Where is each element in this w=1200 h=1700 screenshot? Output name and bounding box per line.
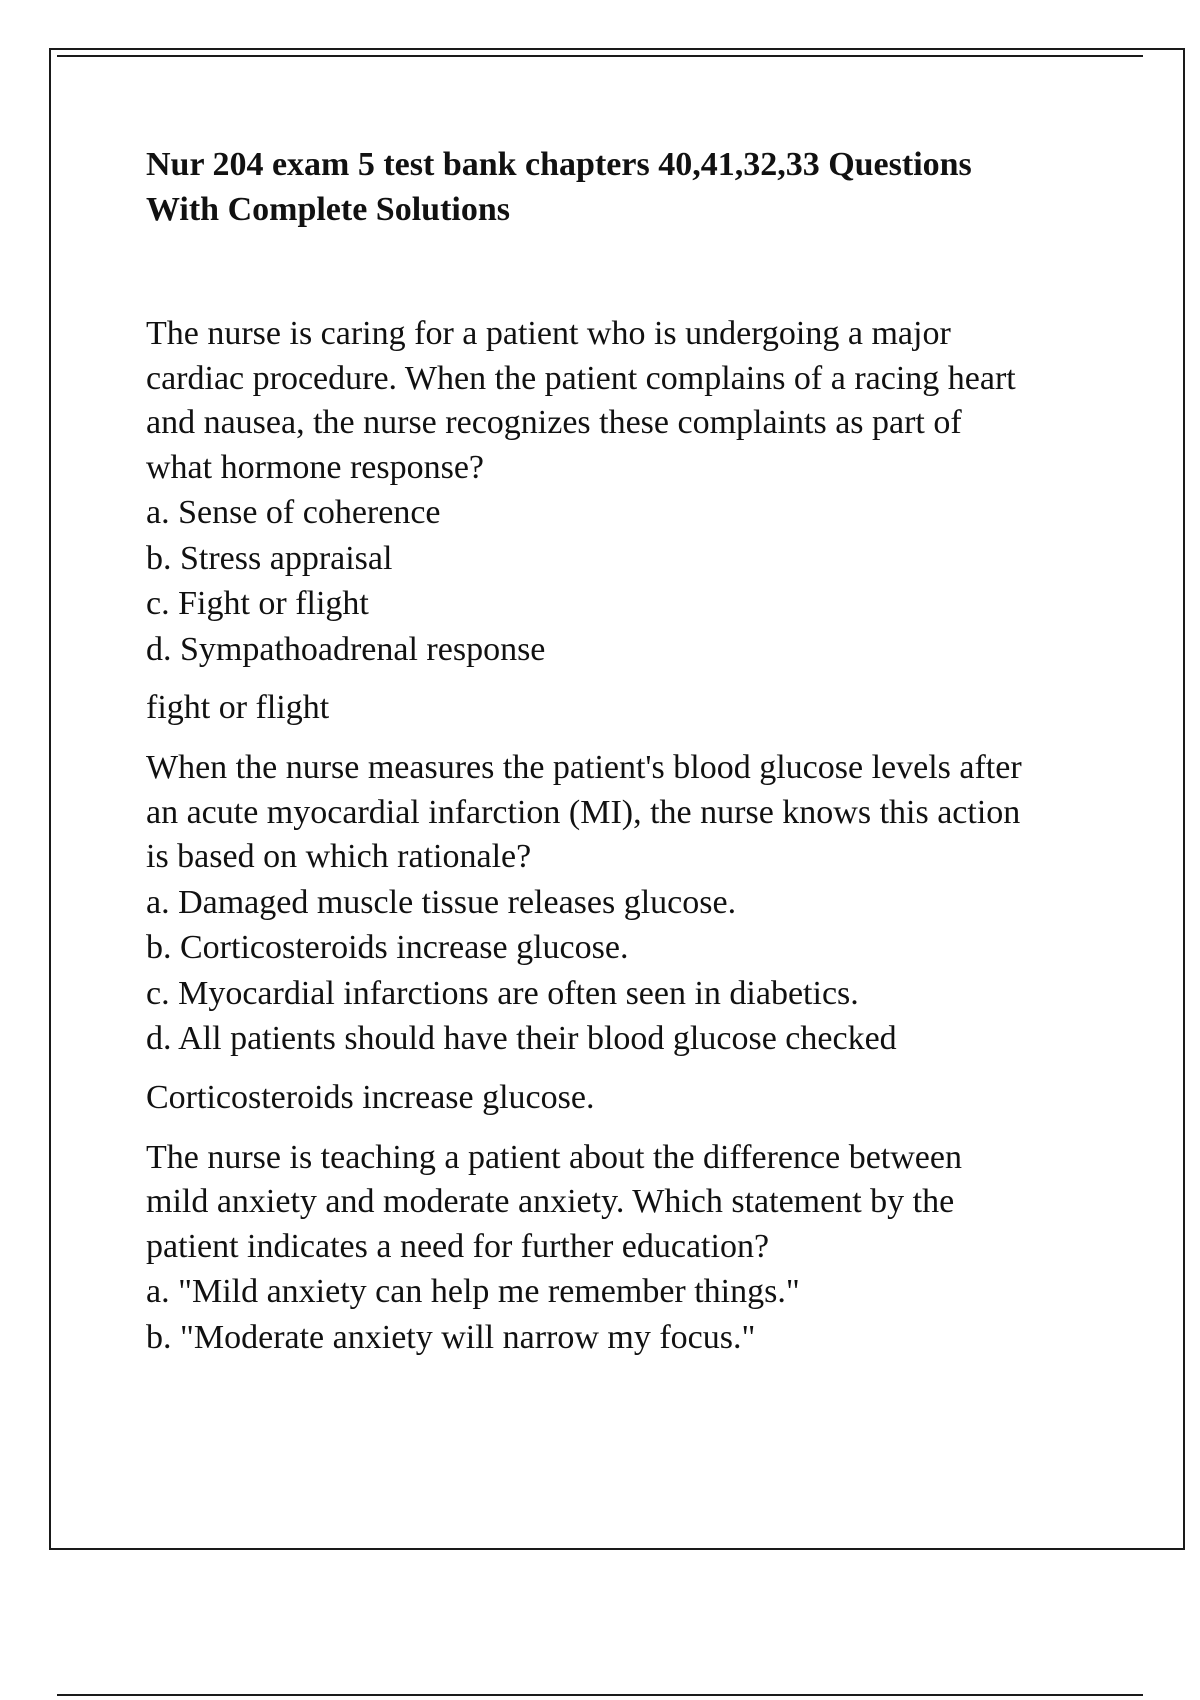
answer-text: fight or flight	[146, 689, 330, 726]
question-3	[146, 1136, 1096, 1361]
question-line: patient indicates a need for further education?	[146, 1227, 770, 1265]
option-d: d. Sympathoadrenal response	[146, 630, 546, 668]
option-d: d. All patients should have their blood glucose checked	[146, 1020, 897, 1057]
question-1	[146, 312, 1096, 730]
option-b: b. "Moderate anxiety will narrow my focus."	[146, 1318, 756, 1356]
question-text	[146, 1136, 1096, 1270]
question-2	[146, 746, 1096, 1120]
question-line: and nausea, the nurse recognizes these complaints as part of	[146, 404, 962, 441]
question-line: When the nurse measures the patient's blood glucose levels after	[146, 749, 1022, 786]
answer-text: Corticosteroids increase glucose.	[146, 1078, 595, 1116]
question-line: The nurse is caring for a patient who is undergoing a major	[146, 315, 951, 352]
title-line: With Complete Solutions	[146, 191, 510, 228]
option-b: b. Corticosteroids increase glucose.	[146, 929, 629, 966]
option-c: c. Myocardial infarctions are often seen in diabetics.	[146, 974, 859, 1012]
option-a: a. Damaged muscle tissue releases glucose.	[146, 883, 737, 921]
document-title	[146, 142, 1096, 232]
question-line: mild anxiety and moderate anxiety. Which statement by the	[146, 1183, 955, 1220]
document-content	[146, 142, 1096, 1360]
question-text	[146, 312, 1096, 490]
option-a: a. "Mild anxiety can help me remember things."	[146, 1273, 800, 1310]
top-divider	[57, 55, 1143, 57]
question-line: cardiac procedure. When the patient complains of a racing heart	[146, 359, 1016, 397]
option-b: b. Stress appraisal	[146, 539, 393, 577]
question-line: what hormone response?	[146, 448, 485, 486]
option-c: c. Fight or flight	[146, 585, 369, 622]
option-a: a. Sense of coherence	[146, 494, 441, 531]
question-line: The nurse is teaching a patient about the difference between	[146, 1138, 962, 1176]
question-text	[146, 746, 1096, 880]
bottom-divider	[57, 1694, 1143, 1696]
question-line: an acute myocardial infarction (MI), the nurse knows this action	[146, 793, 1021, 831]
question-line: is based on which rationale?	[146, 838, 532, 875]
title-line: Nur 204 exam 5 test bank chapters 40,41,32,33 Questions	[146, 146, 972, 183]
